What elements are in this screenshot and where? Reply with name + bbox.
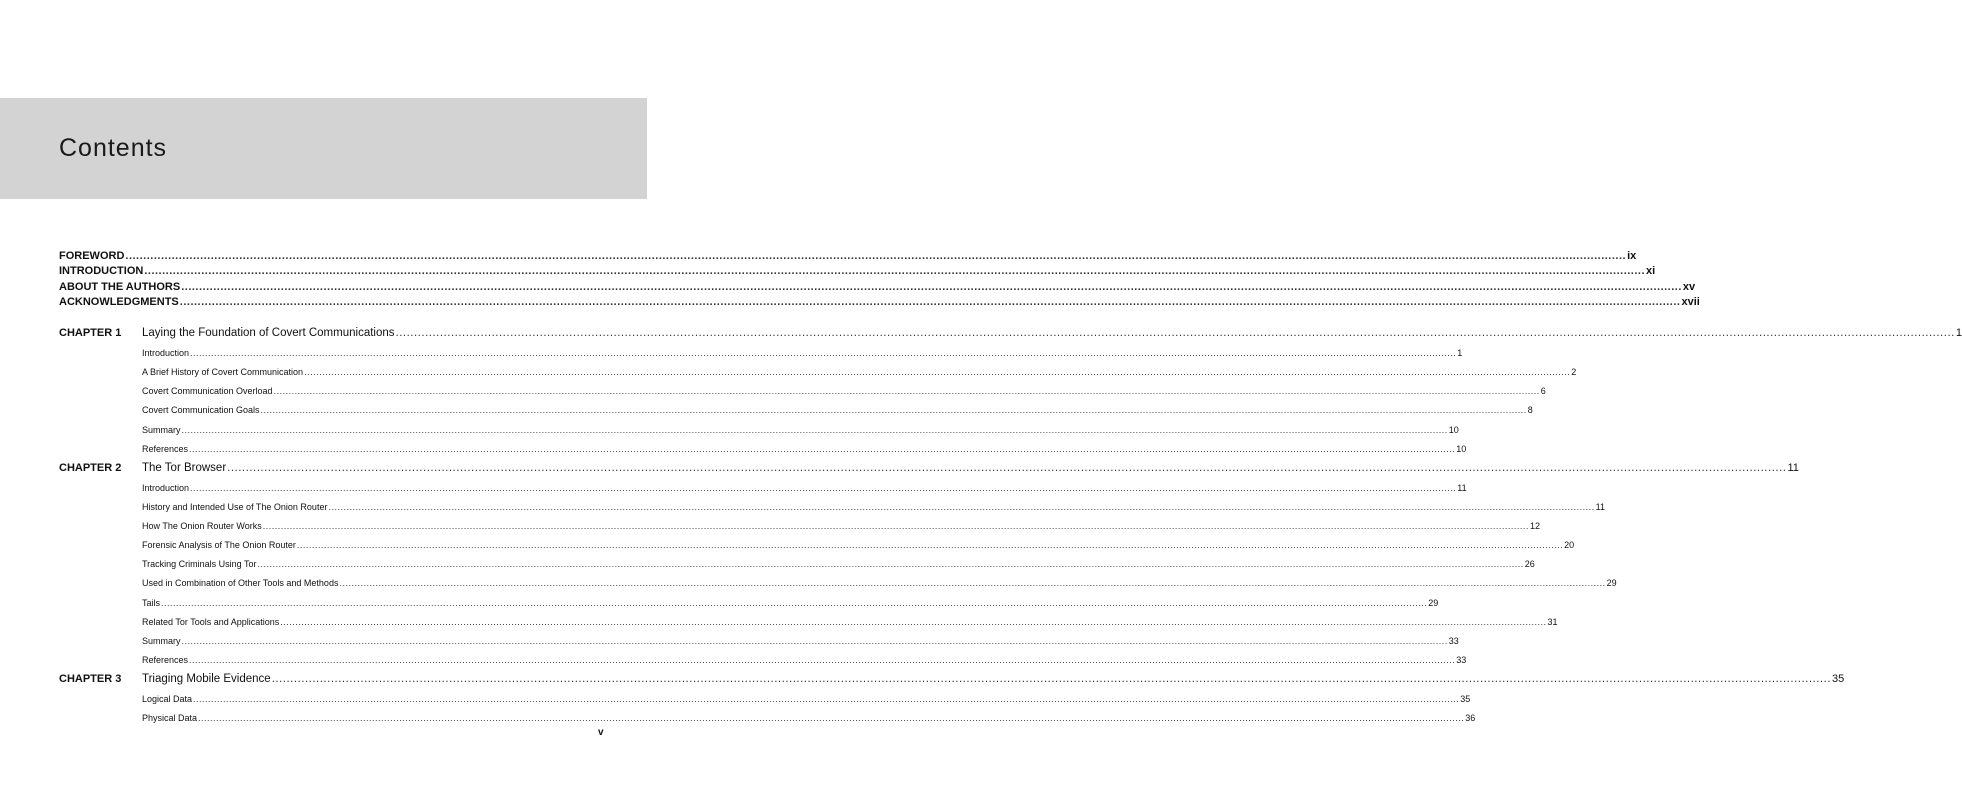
toc-entry-title: Laying the Foundation of Covert Communications xyxy=(142,327,395,339)
toc-entry-page: xi xyxy=(1646,265,1656,277)
toc-entry-page: 35 xyxy=(1832,673,1845,685)
toc-entry-title: Tracking Criminals Using Tor xyxy=(142,559,257,569)
dot-leader: ...................................................................................................................................................................................................................................................................................................................................................................................................................................... xyxy=(296,540,1564,550)
toc-section[interactable] xyxy=(142,713,1476,723)
toc-entry-title: The Tor Browser xyxy=(142,462,227,474)
toc-entry-page: 1 xyxy=(1457,348,1463,358)
toc-entry-title: References xyxy=(142,655,189,665)
dot-leader: ...................................................................................................................................................................................................................................................................................................................................................................................................................................... xyxy=(189,655,1456,665)
toc-entry-page: 11 xyxy=(1457,483,1467,493)
dot-leader: ...................................................................................................................................................................................................................................................................................................................................................................................................................................... xyxy=(179,296,1681,308)
toc-entry-page: 6 xyxy=(1540,386,1546,396)
toc-section[interactable] xyxy=(142,598,1439,608)
toc-entry-page: 31 xyxy=(1547,617,1558,627)
toc-entry-page: 11 xyxy=(1595,502,1606,512)
toc-entry-foreword[interactable] xyxy=(59,250,1637,262)
toc-section[interactable] xyxy=(142,540,1575,550)
dot-leader: ...................................................................................................................................................................................................................................................................................................................................................................................................................................... xyxy=(144,265,1646,277)
chapter-2-label: CHAPTER 2 xyxy=(59,462,122,474)
toc-section[interactable] xyxy=(142,694,1471,704)
toc-section[interactable] xyxy=(142,348,1463,358)
toc-entry-page: 33 xyxy=(1456,655,1467,665)
dot-leader: ...................................................................................................................................................................................................................................................................................................................................................................................................................................... xyxy=(273,386,1540,396)
toc-entry-page: 10 xyxy=(1448,425,1459,435)
dot-leader: ...................................................................................................................................................................................................................................................................................................................................................................................................................................... xyxy=(190,483,1457,493)
toc-entry-page: 33 xyxy=(1448,636,1459,646)
toc-entry-page: xv xyxy=(1682,281,1696,293)
toc-section[interactable] xyxy=(142,521,1540,531)
toc-entry-introduction[interactable] xyxy=(59,265,1656,277)
toc-section[interactable] xyxy=(142,578,1617,588)
toc-entry-title: Covert Communication Goals xyxy=(142,405,260,415)
toc-section[interactable] xyxy=(142,502,1606,512)
toc-entry-page: 12 xyxy=(1529,521,1540,531)
toc-entry-title: Triaging Mobile Evidence xyxy=(142,673,271,685)
dot-leader: ...................................................................................................................................................................................................................................................................................................................................................................................................................................... xyxy=(198,713,1465,723)
toc-entry-page: 11 xyxy=(1787,462,1799,474)
dot-leader: ...................................................................................................................................................................................................................................................................................................................................................................................................................................... xyxy=(262,521,1529,531)
dot-leader: ...................................................................................................................................................................................................................................................................................................................................................................................................................................... xyxy=(181,281,1682,293)
toc-entry-title: Logical Data xyxy=(142,694,193,704)
toc-entry-title: Introduction xyxy=(142,483,190,493)
toc-entry-title: ACKNOWLEDGMENTS xyxy=(59,296,179,308)
toc-entry-page: 35 xyxy=(1460,694,1471,704)
toc-entry-title: ABOUT THE AUTHORS xyxy=(59,281,181,293)
toc-entry-page: 8 xyxy=(1527,405,1533,415)
toc-chapter-2-title[interactable] xyxy=(142,462,1799,474)
toc-entry-title: History and Intended Use of The Onion Router xyxy=(142,502,328,512)
page-title: Contents xyxy=(59,134,168,162)
toc-entry-page: 2 xyxy=(1571,367,1577,377)
dot-leader: ...................................................................................................................................................................................................................................................................................................................................................................................................................................... xyxy=(271,673,1832,685)
toc-section[interactable] xyxy=(142,559,1535,569)
toc-section[interactable] xyxy=(142,636,1459,646)
toc-entry-title: Covert Communication Overload xyxy=(142,386,273,396)
toc-chapter-3-title[interactable] xyxy=(142,673,1845,685)
toc-entry-page: 26 xyxy=(1524,559,1535,569)
page-number: v xyxy=(598,727,604,738)
toc-section[interactable] xyxy=(142,425,1459,435)
toc-section[interactable] xyxy=(142,405,1533,415)
dot-leader: ...................................................................................................................................................................................................................................................................................................................................................................................................................................... xyxy=(328,502,1595,512)
toc-chapter-1-title[interactable] xyxy=(142,327,1962,339)
toc-entry-page: 10 xyxy=(1456,444,1467,454)
toc-entry-page: xvii xyxy=(1681,296,1700,308)
toc-entry-title: INTRODUCTION xyxy=(59,265,144,277)
toc-section[interactable] xyxy=(142,386,1546,396)
dot-leader: ...................................................................................................................................................................................................................................................................................................................................................................................................................................... xyxy=(181,425,1448,435)
dot-leader: ...................................................................................................................................................................................................................................................................................................................................................................................................................................... xyxy=(395,327,1955,339)
toc-entry-title: Introduction xyxy=(142,348,190,358)
dot-leader: ...................................................................................................................................................................................................................................................................................................................................................................................................................................... xyxy=(260,405,1527,415)
toc-entry-title: Used in Combination of Other Tools and Methods xyxy=(142,578,339,588)
dot-leader: ...................................................................................................................................................................................................................................................................................................................................................................................................................................... xyxy=(125,250,1627,262)
toc-entry-acknowledgments[interactable] xyxy=(59,296,1700,308)
toc-entry-title: Forensic Analysis of The Onion Router xyxy=(142,540,296,550)
chapter-1-label: CHAPTER 1 xyxy=(59,327,122,339)
dot-leader: ...................................................................................................................................................................................................................................................................................................................................................................................................................................... xyxy=(193,694,1460,704)
toc-section[interactable] xyxy=(142,483,1467,493)
toc-entry-title: Physical Data xyxy=(142,713,198,723)
toc-entry-title: A Brief History of Covert Communication xyxy=(142,367,304,377)
toc-entry-title: Summary xyxy=(142,425,181,435)
dot-leader: ...................................................................................................................................................................................................................................................................................................................................................................................................................................... xyxy=(304,367,1571,377)
toc-section[interactable] xyxy=(142,655,1467,665)
toc-section[interactable] xyxy=(142,367,1577,377)
dot-leader: ...................................................................................................................................................................................................................................................................................................................................................................................................................................... xyxy=(280,617,1547,627)
dot-leader: ...................................................................................................................................................................................................................................................................................................................................................................................................................................... xyxy=(339,578,1606,588)
toc-entry-title: Related Tor Tools and Applications xyxy=(142,617,280,627)
dot-leader: ...................................................................................................................................................................................................................................................................................................................................................................................................................................... xyxy=(181,636,1448,646)
dot-leader: ...................................................................................................................................................................................................................................................................................................................................................................................................................................... xyxy=(227,462,1787,474)
dot-leader: ...................................................................................................................................................................................................................................................................................................................................................................................................................................... xyxy=(161,598,1428,608)
toc-entry-page: 1 xyxy=(1955,327,1962,339)
dot-leader: ...................................................................................................................................................................................................................................................................................................................................................................................................................................... xyxy=(189,444,1456,454)
toc-entry-title: FOREWORD xyxy=(59,250,125,262)
toc-entry-page: 20 xyxy=(1564,540,1575,550)
dot-leader: ...................................................................................................................................................................................................................................................................................................................................................................................................................................... xyxy=(257,559,1524,569)
toc-entry-page: ix xyxy=(1627,250,1637,262)
toc-entry-title: Tails xyxy=(142,598,161,608)
toc-entry-page: 36 xyxy=(1465,713,1476,723)
toc-entry-about-the-authors[interactable] xyxy=(59,281,1696,293)
toc-entry-title: How The Onion Router Works xyxy=(142,521,262,531)
dot-leader: ...................................................................................................................................................................................................................................................................................................................................................................................................................................... xyxy=(190,348,1457,358)
toc-entry-page: 29 xyxy=(1606,578,1617,588)
toc-entry-page: 29 xyxy=(1428,598,1439,608)
toc-entry-title: Summary xyxy=(142,636,181,646)
toc-section[interactable] xyxy=(142,617,1558,627)
toc-entry-title: References xyxy=(142,444,189,454)
toc-section[interactable] xyxy=(142,444,1467,454)
chapter-3-label: CHAPTER 3 xyxy=(59,673,122,685)
